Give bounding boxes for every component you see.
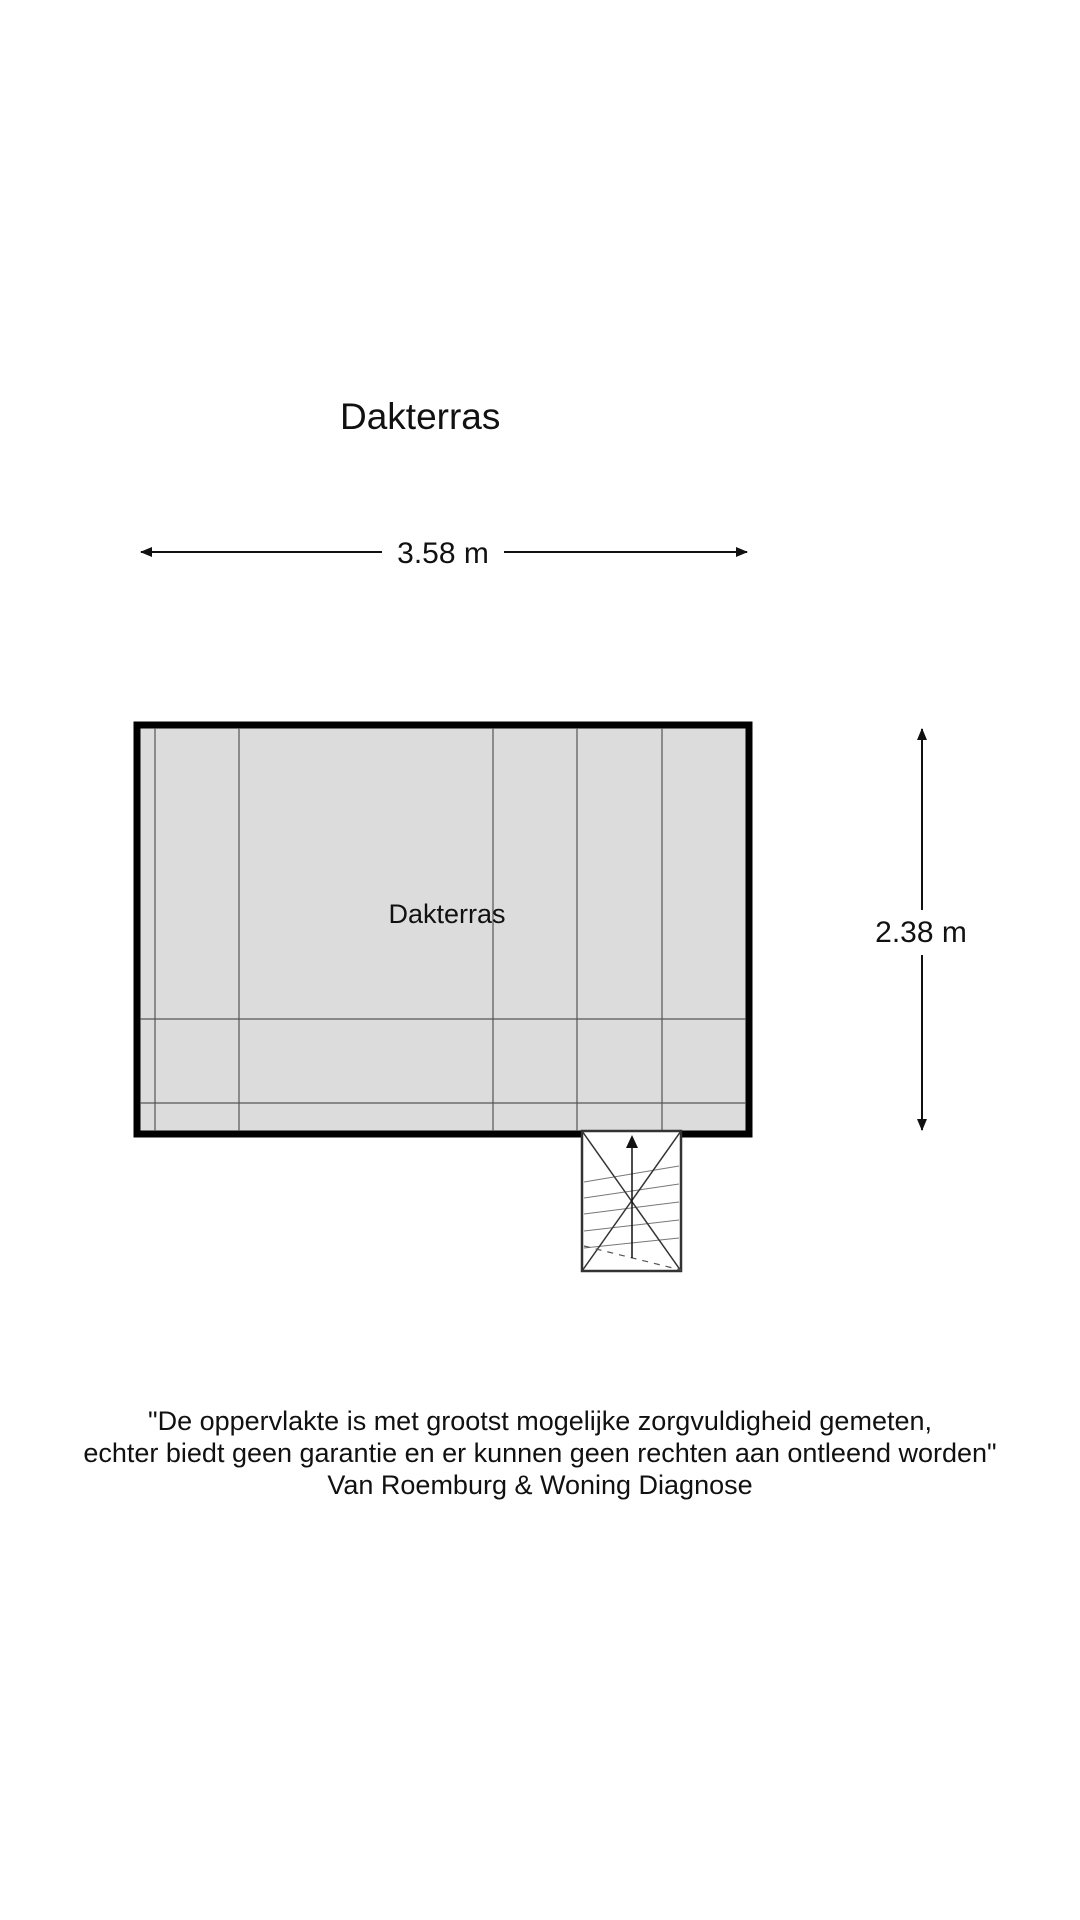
disclaimer-line-2: echter biedt geen garantie en er kunnen geen rechten aan ontleend worden": [83, 1438, 997, 1468]
room-label: Dakterras: [388, 899, 506, 929]
disclaimer-line-3: Van Roemburg & Woning Diagnose: [327, 1470, 753, 1500]
depth-dimension-label: 2.38 m: [875, 916, 967, 949]
room-dakterras: [137, 725, 749, 1134]
width-dimension-label: 3.58 m: [397, 537, 489, 570]
floor-title: Dakterras: [340, 396, 501, 437]
disclaimer-line-1: "De oppervlakte is met grootst mogelijke zorgvuldigheid gemeten,: [148, 1406, 932, 1436]
disclaimer: [0, 1405, 1080, 1501]
stair-icon: [582, 1131, 681, 1271]
width-dimension: [141, 537, 747, 570]
room-floor: [137, 725, 749, 1134]
depth-dimension: [875, 729, 967, 1130]
